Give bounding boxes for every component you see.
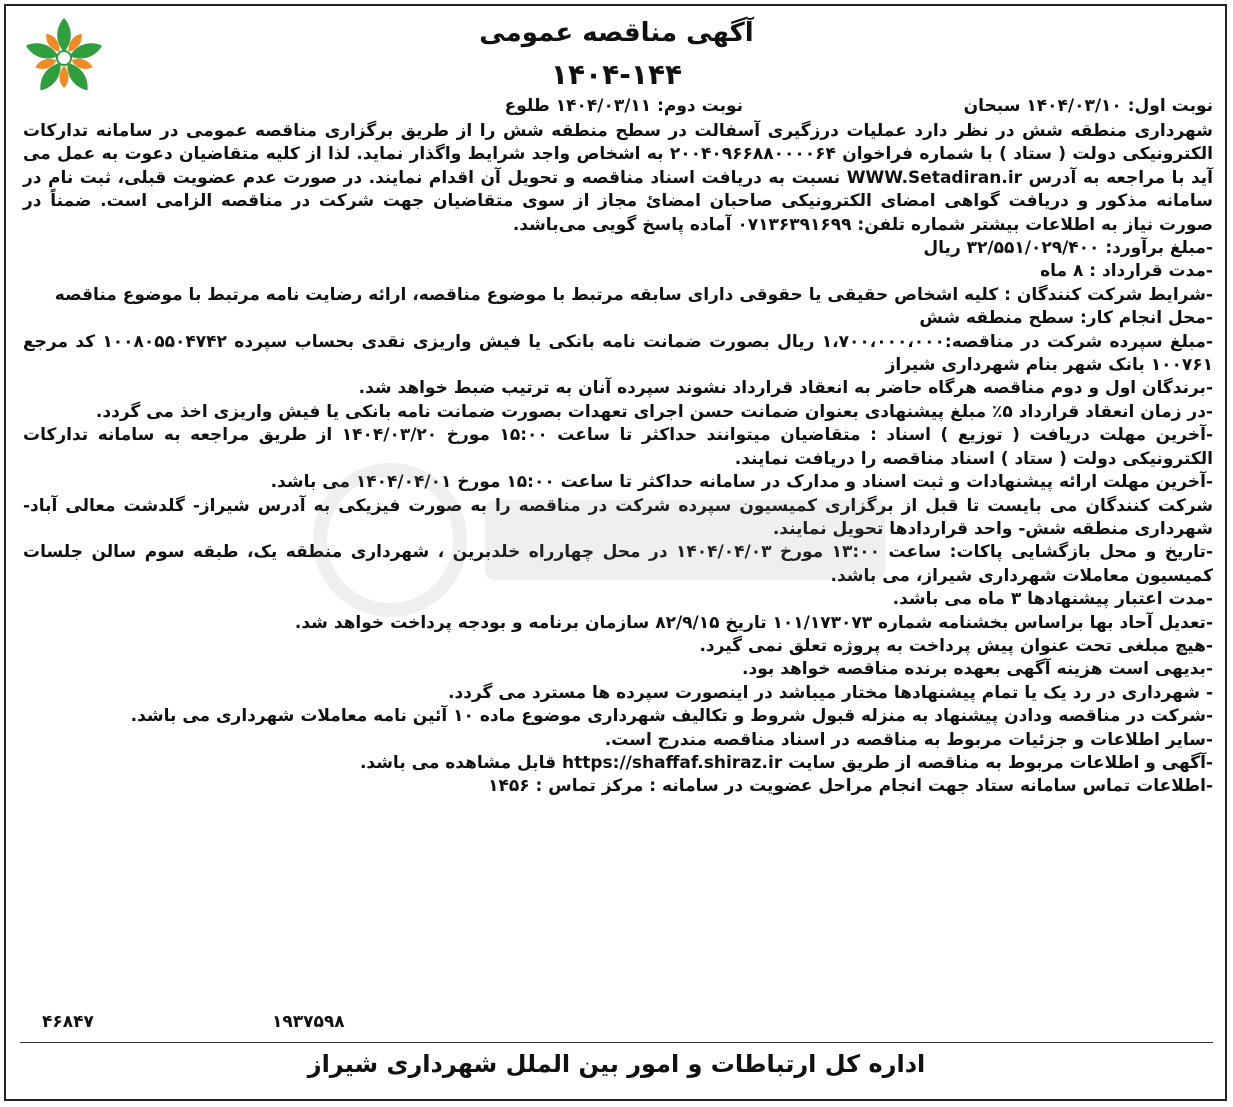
list-item: -آخرین مهلت دریافت ( توزیع ) اسناد : متقاضیان میتوانند حداکثر تا ساعت ۱۵:۰۰ مورخ ۱۴۰۴/۰۳/۲۰ از طریق مراجعه به سامانه تدارکات الکترونیکی دولت ( ستاد ) اسناد مناقصه را دریافت نمایند. (23, 425, 1214, 469)
tender-number: ۱۴۰۴-۱۴۴ (550, 58, 683, 91)
intro-paragraph: شهرداری منطقه شش در نظر دارد عملیات درزگیری آسفالت در سطح منطقه شش را از طریق برگزاری مناقصه عمومی در سامانه تدارکات الکترونیکی دولت ( ستاد ) با شماره فراخوان ۲۰۰۴۰۹۶۶۸۸۰۰۰۰۶۴ به اشخاص واجد شرایط واگذار نماید. لذا از کلیه متقاضیان دعوت به عمل می آید با مراجعه به آدرس WWW.Setadiran.ir نسبت به دریافت اسناد مناقصه و تحویل آن اقدام نمایند. در صورت عدم عضویت قبلی، ثبت نام در سامانه مذکور و دریافت گواهی امضای الکترونیکی صاحبان امضائ مجاز از سوی متقاضیان جهت شرکت در مناقصه الزامی است. ضمناً در صورت نیاز به اطلاعات بیشتر شماره تلفن: ۰۷۱۳۶۳۹۱۶۹۹ آماده پاسخ گویی می‌باشد. (23, 121, 1213, 235)
list-item: -مبلغ سپرده شرکت در مناقصه:۱،۷۰۰،۰۰۰،۰۰۰ ریال بصورت ضمانت نامه بانکی یا فیش واریزی نقدی بحساب سپرده ۱۰۰۸۰۵۵۰۴۷۴۲ کد مرجع ۱۰۰۷۶۱ بانک شهر بنام شهرداری شیراز (23, 331, 1213, 376)
list-item: -مدت اعتبار پیشنهادها ۳ ماه می باشد. (892, 589, 1213, 610)
list-item: - شهرداری در رد یک یا تمام پیشنهادها مختار میباشد در اینصورت سپرده ها مسترد می گردد. (448, 682, 1213, 703)
ad-serial: ۱۹۳۷۵۹۸ (272, 1012, 345, 1032)
list-item: -برندگان اول و دوم مناقصه هرگاه حاضر به انعقاد قرارداد نشوند سپرده آنان به ترتیب ضبط خواهد شد. (358, 378, 1213, 399)
list-item: -آگهی و اطلاعات مربوط به مناقصه از طریق سایت https://shaffaf.shiraz.ir قابل مشاهده می باشد. (359, 752, 1213, 773)
notice-body (23, 120, 1213, 799)
first-publication: نوبت اول: ۱۴۰۴/۰۳/۱۰ سبحان (963, 96, 1213, 116)
list-item: شرکت کنندگان می بایست تا قبل از برگزاری کمیسیون سپرده شرکت در مناقصه را به صورت فیزیکی به آدرس شیراز- گلدشت معالی آباد- شهرداری منطقه شش- واحد قراردادها تحویل نمایند. (23, 495, 1213, 539)
list-item: -شرایط شرکت کنندگان : کلیه اشخاص حقیقی یا حقوقی دارای سابقه مرتبط با موضوع مناقصه، ارائه رضایت نامه مرتبط با موضوع مناقصه (54, 284, 1213, 305)
list-item: -آخرین مهلت ارائه پیشنهادات و ثبت اسناد و مدارک در سامانه حداکثر تا ساعت ۱۵:۰۰ مورخ ۱۴۰۴/۰۴/۰۱ می باشد. (270, 472, 1213, 493)
list-item: -در زمان انعقاد قرارداد ۵٪ مبلغ پیشنهادی بعنوان ضمانت حسن اجرای تعهدات بصورت ضمانت نامه بانکی یا فیش واریزی اخذ می گردد. (95, 401, 1213, 422)
list-item: -بدیهی است هزینه آگهی بعهده برنده مناقصه خواهد بود. (742, 659, 1213, 680)
list-item: -سایر اطلاعات و جزئیات مربوط به مناقصه در اسناد مناقصه مندرج است. (604, 729, 1213, 750)
page-title: آگهی مناقصه عمومی (479, 18, 754, 48)
list-item: -اطلاعات تماس سامانه ستاد جهت انجام مراحل عضویت در سامانه : مرکز تماس : ۱۴۵۶ (488, 776, 1213, 797)
footer-issuer: اداره کل ارتباطات و امور بین الملل شهرداری شیراز (307, 1050, 926, 1078)
list-item: -تعدیل آحاد بها براساس بخشنامه شماره ۱۰۱/۱۷۳۰۷۳ تاریخ ۸۲/۹/۱۵ سازمان برنامه و بودجه پرداخت خواهد شد. (294, 612, 1213, 633)
list-item: -هیچ مبلغی تحت عنوان پیش پرداخت به پروژه تعلق نمی گیرد. (699, 635, 1213, 656)
list-item: -شرکت در مناقصه ودادن پیشنهاد به منزله قبول شروط و تکالیف شهرداری موضوع ماده ۱۰ آئین نامه معاملات شهرداری می باشد. (130, 706, 1213, 727)
list-item: -تاریخ و محل بازگشایی پاکات: ساعت ۱۳:۰۰ مورخ ۱۴۰۴/۰۴/۰۳ در محل چهارراه خلدبرین ، شهرداری منطقه یک، طبقه سوم سالن جلسات کمیسیون معاملات شهرداری شیراز، می باشد. (23, 542, 1213, 586)
ad-code: ۴۶۸۴۷ (42, 1012, 94, 1032)
publication-dates (213, 96, 1213, 122)
list-item: -محل انجام کار: سطح منطقه شش (919, 308, 1213, 329)
list-item: -مبلغ برآورد: ۳۲/۵۵۱/۰۲۹/۴۰۰ ریال (923, 238, 1213, 259)
list-item: -مدت قرارداد : ۸ ماه (1040, 261, 1213, 282)
footer-divider (20, 1042, 1213, 1043)
second-publication: نوبت دوم: ۱۴۰۴/۰۳/۱۱ طلوع (504, 96, 743, 116)
